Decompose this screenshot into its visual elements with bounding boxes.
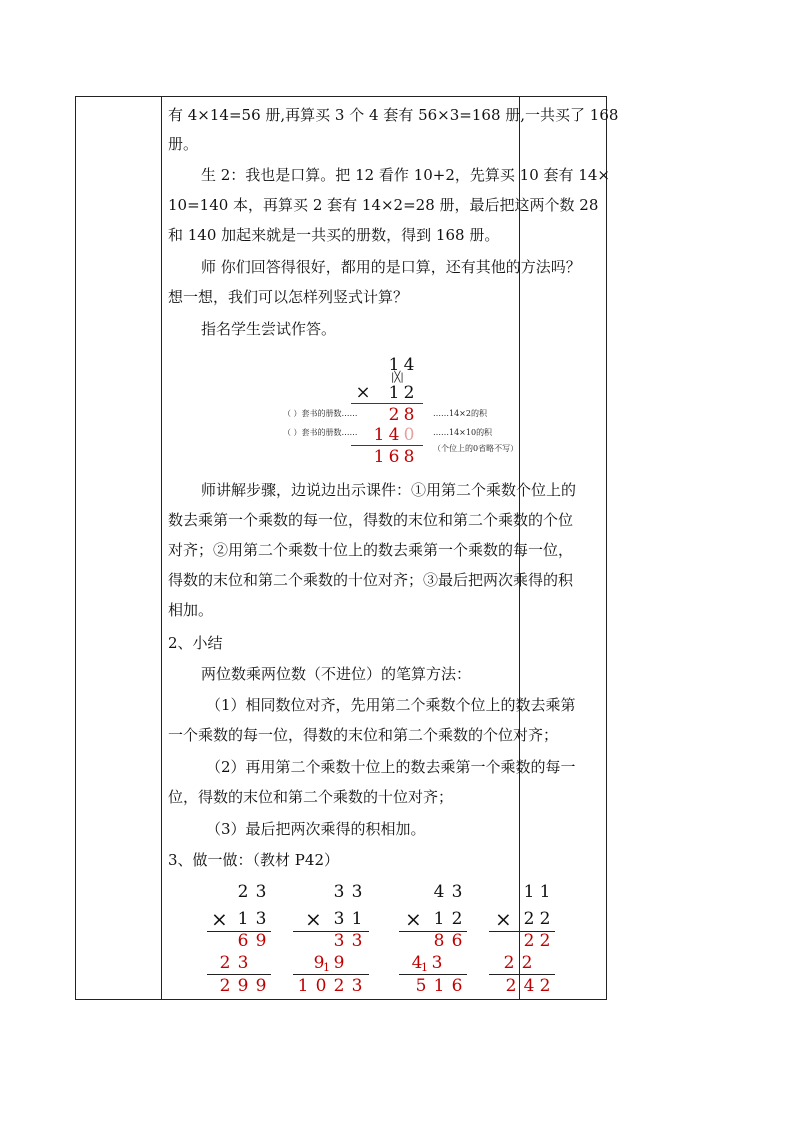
paragraph-line: 10=140 本，再算买 2 套有 14×2=28 册，最后把这两个数 28 (168, 196, 599, 214)
rule-line (399, 974, 467, 975)
digit: 2 (237, 882, 249, 902)
paragraph-line: 得数的末位和第二个乘数的十位对齐；③最后把两次乘得的积 (168, 571, 574, 589)
row-label: （ ）套书的册数…… (283, 428, 358, 437)
times-sign: × (355, 382, 371, 403)
digit: 2 (333, 976, 345, 996)
digit: 3 (237, 953, 249, 973)
digit: 2 (451, 909, 463, 929)
digit: 1 (388, 355, 400, 375)
digit: 1 (433, 976, 445, 996)
times-sign: × (211, 907, 228, 931)
paragraph-line: 生 2：我也是口算。把 12 看作 10+2，先算买 10 套有 14× (201, 166, 610, 184)
digit: 2 (403, 383, 415, 403)
digit: 2 (539, 909, 551, 929)
digit: 6 (388, 447, 400, 467)
paragraph-line: （3）最后把两次乘得的积相加。 (206, 820, 426, 838)
digit: 6 (451, 931, 463, 951)
rule-line (293, 974, 369, 975)
digit: 2 (505, 976, 517, 996)
digit: 3 (255, 882, 267, 902)
digit: 2 (388, 405, 400, 425)
digit: 4 (403, 355, 415, 375)
digit: 1 (373, 447, 385, 467)
digit: 1 (351, 909, 363, 929)
paragraph-line: 师讲解步骤，边说边出示课件：①用第二个乘数个位上的 (201, 481, 577, 499)
digit: 6 (451, 976, 463, 996)
digit: 2 (521, 953, 533, 973)
times-sign: × (495, 907, 512, 931)
digit: 1 (388, 383, 400, 403)
digit: 2 (523, 909, 535, 929)
digit: 9 (313, 953, 325, 973)
paragraph-line: 和 140 加起来就是一共买的册数，得到 168 册。 (168, 226, 500, 244)
paragraph-line: 数去乘第一个乘数的每一位，得数的末位和第二个乘数的个位 (168, 511, 574, 529)
digit: 3 (333, 909, 345, 929)
exercise-calculation (475, 880, 565, 1000)
exercise-calculation (385, 880, 475, 1000)
rule-line (351, 445, 423, 446)
digit: 4 (523, 976, 535, 996)
result-note: （个位上的0省略不写） (433, 444, 519, 453)
digit: 3 (351, 976, 363, 996)
paragraph-line: 对齐；②用第二个乘数十位上的数去乘第一个乘数的每一位， (168, 541, 574, 559)
digit: 3 (431, 953, 443, 973)
digit: 8 (433, 931, 445, 951)
section-heading: 2、小结 (168, 634, 223, 652)
carry-digit: 1 (421, 961, 428, 974)
digit: 9 (333, 953, 345, 973)
demo-vertical-calculation (283, 355, 563, 467)
paragraph-line: 一个乘数的每一位，得数的末位和第二个乘数的个位对齐； (168, 726, 559, 744)
digit: 3 (333, 882, 345, 902)
carry-digit: 1 (323, 961, 330, 974)
times-sign: × (305, 907, 322, 931)
digit: 5 (415, 976, 427, 996)
digit: 4 (411, 953, 423, 973)
lesson-table (75, 96, 619, 1000)
paragraph-line: 想一想，我们可以怎样列竖式计算？ (168, 288, 409, 306)
exercise-calculation (193, 880, 283, 1000)
exercise-calculation (283, 880, 373, 1000)
digit: 3 (451, 882, 463, 902)
paragraph-line: 位，得数的末位和第二个乘数的十位对齐； (168, 788, 454, 806)
digit: 4 (433, 882, 445, 902)
digit: 2 (539, 976, 551, 996)
paragraph-line: （1）相同数位对齐，先用第二个乘数个位上的数去乘第 (206, 696, 576, 714)
digit: 4 (388, 425, 400, 445)
digit: 8 (403, 447, 415, 467)
digit: 1 (539, 882, 551, 902)
digit: 1 (433, 909, 445, 929)
digit: 9 (255, 931, 267, 951)
rule-line (489, 974, 555, 975)
digit: 9 (237, 976, 249, 996)
rule-line (351, 403, 423, 404)
digit: 2 (219, 953, 231, 973)
digit: 0 (315, 976, 327, 996)
digit: 3 (333, 931, 345, 951)
digit: 1 (373, 425, 385, 445)
digit: 9 (255, 976, 267, 996)
paragraph-line: 师 你们回答得很好，都用的是口算，还有其他的方法吗？ (201, 258, 581, 276)
digit: 6 (237, 931, 249, 951)
digit: 2 (539, 931, 551, 951)
omitted-zero: 0 (403, 425, 415, 445)
paragraph-line: 册。 (168, 135, 199, 153)
row-note: ……14×2的积 (433, 409, 487, 418)
digit: 8 (403, 405, 415, 425)
digit: 1 (523, 882, 535, 902)
section-heading: 3、做一做：（教材 P42） (168, 851, 339, 869)
row-label: （ ）套书的册数…… (283, 409, 358, 418)
digit: 2 (503, 953, 515, 973)
digit: 1 (297, 976, 309, 996)
row-note: ……14×10的积 (433, 428, 493, 437)
paragraph-line: 指名学生尝试作答。 (201, 320, 337, 338)
times-sign: × (405, 907, 422, 931)
digit: 1 (237, 909, 249, 929)
digit: 3 (351, 882, 363, 902)
multiply-arrows: |╳| (391, 372, 404, 383)
digit: 2 (219, 976, 231, 996)
digit: 3 (255, 909, 267, 929)
column-divider-left (161, 97, 162, 999)
digit: 2 (523, 931, 535, 951)
rule-line (207, 974, 271, 975)
paragraph-line: 两位数乘两位数（不进位）的笔算方法： (201, 665, 472, 683)
paragraph-line: 有 4×14=56 册,再算买 3 个 4 套有 56×3=168 册,一共买了 168 (168, 106, 619, 124)
digit: 3 (351, 931, 363, 951)
paragraph-line: 相加。 (168, 601, 214, 619)
paragraph-line: （2）再用第二个乘数十位上的数去乘第一个乘数的每一 (206, 758, 576, 776)
